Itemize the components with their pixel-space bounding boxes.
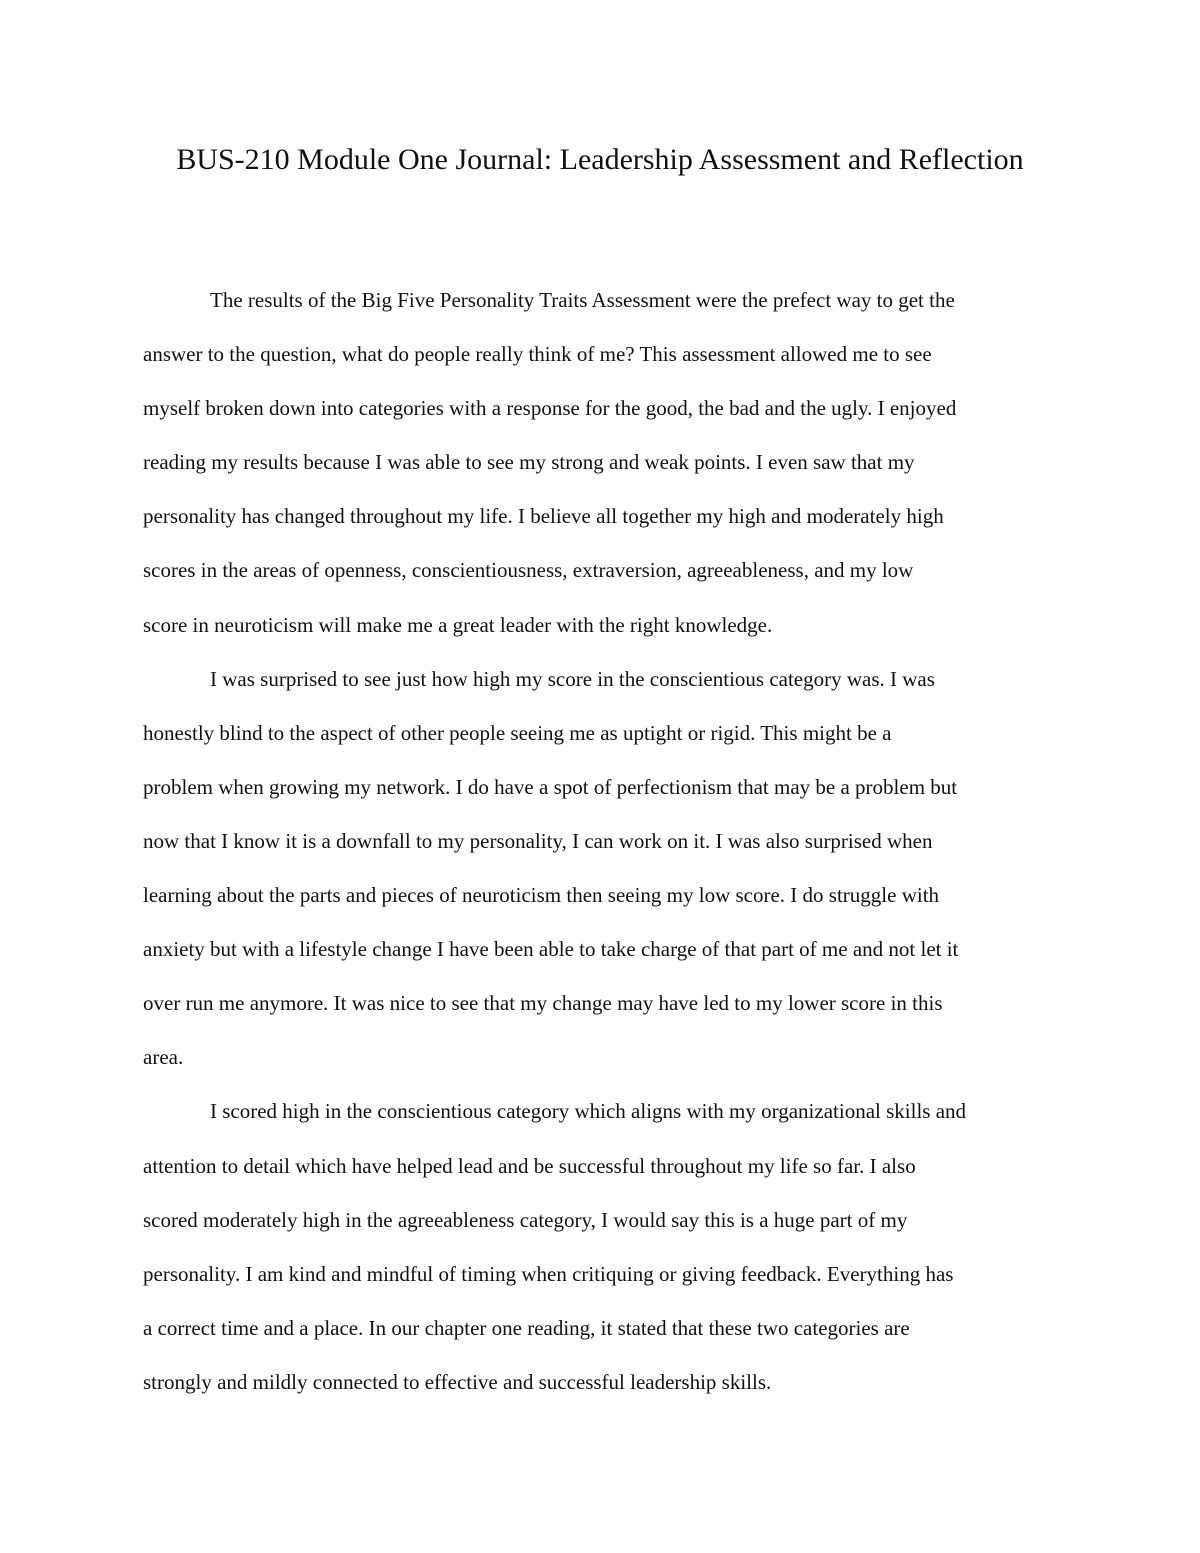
paragraph-line: over run me anymore. It was nice to see that my change may have led to my lower score in this bbox=[143, 991, 943, 1016]
paragraph-line: attention to detail which have helped lead and be successful throughout my life so far. I also bbox=[143, 1153, 916, 1178]
paragraph-3 bbox=[143, 1084, 1063, 1409]
paragraph-line: myself broken down into categories with a response for the good, the bad and the ugly. I enjoyed bbox=[143, 396, 957, 421]
paragraph-line: personality has changed throughout my life. I believe all together my high and moderately high bbox=[143, 504, 944, 529]
paragraph-line: scores in the areas of openness, conscientiousness, extraversion, agreeableness, and my low bbox=[143, 558, 914, 583]
paragraph-2 bbox=[143, 652, 1063, 1085]
paragraph-line: area. bbox=[143, 1045, 184, 1070]
paragraph-line: I was surprised to see just how high my score in the conscientious category was. I was bbox=[210, 666, 935, 691]
paragraph-line: honestly blind to the aspect of other people seeing me as uptight or rigid. This might be a bbox=[143, 720, 892, 745]
paragraph-1 bbox=[143, 273, 1063, 652]
paragraph-line: I scored high in the conscientious category which aligns with my organizational skills and bbox=[210, 1099, 967, 1124]
paragraph-line: score in neuroticism will make me a great leader with the right knowledge. bbox=[143, 612, 773, 637]
paragraph-line: personality. I am kind and mindful of timing when critiquing or giving feedback. Everything has bbox=[143, 1261, 954, 1286]
paragraph-line: scored moderately high in the agreeableness category, I would say this is a huge part of my bbox=[143, 1207, 908, 1232]
document-body bbox=[143, 273, 1063, 1409]
paragraph-line: anxiety but with a lifestyle change I have been able to take charge of that part of me and not let it bbox=[143, 937, 959, 962]
paragraph-line: a correct time and a place. In our chapter one reading, it stated that these two categories are bbox=[143, 1315, 910, 1340]
paragraph-line: strongly and mildly connected to effective and successful leadership skills. bbox=[143, 1369, 772, 1394]
paragraph-line: problem when growing my network. I do have a spot of perfectionism that may be a problem but bbox=[143, 774, 958, 799]
paragraph-line: now that I know it is a downfall to my personality, I can work on it. I was also surprised when bbox=[143, 828, 933, 853]
paragraph-line: learning about the parts and pieces of neuroticism then seeing my low score. I do struggle with bbox=[143, 883, 940, 908]
document-title: BUS-210 Module One Journal: Leadership Assessment and Reflection bbox=[176, 143, 1024, 176]
paragraph-line: The results of the Big Five Personality Traits Assessment were the prefect way to get the bbox=[210, 288, 955, 312]
paragraph-line: reading my results because I was able to see my strong and weak points. I even saw that my bbox=[143, 450, 915, 475]
paragraph-line: answer to the question, what do people really think of me? This assessment allowed me to see bbox=[143, 342, 932, 367]
